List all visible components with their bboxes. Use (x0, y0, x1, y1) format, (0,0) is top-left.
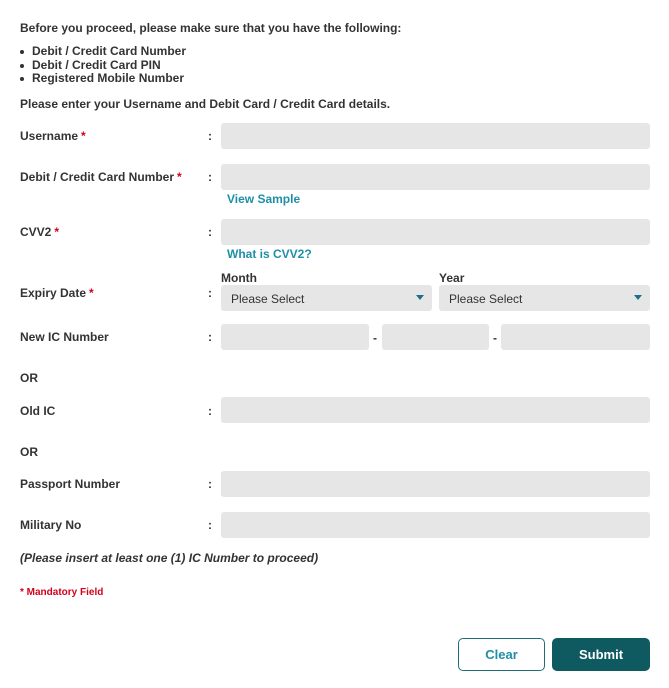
ic-note: (Please insert at least one (1) IC Number to proceed) (20, 551, 319, 565)
caret-down-icon (634, 295, 642, 300)
intro-text: Before you proceed, please make sure that you have the following: (20, 21, 402, 35)
passport-input[interactable] (221, 471, 650, 497)
new-ic-label: New IC Number (20, 330, 109, 344)
colon: : (208, 286, 212, 300)
clear-button[interactable]: Clear (458, 638, 545, 671)
view-sample-link[interactable]: View Sample (227, 192, 301, 206)
new-ic-part3-input[interactable] (501, 324, 650, 350)
passport-label: Passport Number (20, 477, 121, 491)
colon: : (208, 170, 212, 184)
requirement-item: Registered Mobile Number (20, 72, 186, 86)
cvv2-input[interactable] (221, 219, 650, 245)
card-number-label: Debit / Credit Card Number * (20, 170, 182, 184)
colon: : (208, 225, 212, 239)
year-select[interactable] (439, 285, 650, 311)
year-select-value: Please Select (449, 292, 523, 306)
required-marker: * (81, 129, 86, 143)
or-text: OR (20, 371, 38, 385)
old-ic-input[interactable] (221, 397, 650, 423)
new-ic-part2-input[interactable] (382, 324, 489, 350)
month-label: Month (221, 271, 257, 285)
colon: : (208, 518, 212, 532)
or-text: OR (20, 445, 38, 459)
military-input[interactable] (221, 512, 650, 538)
colon: : (208, 129, 212, 143)
required-marker: * (89, 286, 94, 300)
colon: : (208, 477, 212, 491)
required-marker: * (54, 225, 60, 239)
username-label: Username * (20, 129, 86, 143)
new-ic-part1-input[interactable] (221, 324, 369, 350)
card-number-input[interactable] (221, 164, 650, 190)
instruction-text: Please enter your Username and Debit Card / Credit Card details. (20, 97, 391, 111)
cvv2-label: CVV2 * (20, 225, 60, 239)
ic-separator: - (373, 331, 377, 345)
required-marker: * (177, 170, 182, 184)
old-ic-label: Old IC (20, 404, 56, 418)
month-select[interactable] (221, 285, 432, 311)
requirement-item: Debit / Credit Card PIN (20, 59, 186, 73)
what-is-cvv2-link[interactable]: What is CVV2? (227, 247, 312, 261)
colon: : (208, 404, 212, 418)
ic-separator: - (493, 331, 497, 345)
username-input[interactable] (221, 123, 650, 149)
colon: : (208, 330, 212, 344)
military-label: Military No (20, 518, 82, 532)
submit-button[interactable]: Submit (552, 638, 650, 671)
expiry-date-label: Expiry Date * (20, 286, 94, 300)
requirement-item: Debit / Credit Card Number (20, 45, 186, 59)
caret-down-icon (416, 295, 424, 300)
year-label: Year (439, 271, 465, 285)
requirements-list (20, 45, 186, 86)
mandatory-field-note: * Mandatory Field (20, 587, 104, 598)
month-select-value: Please Select (231, 292, 305, 306)
